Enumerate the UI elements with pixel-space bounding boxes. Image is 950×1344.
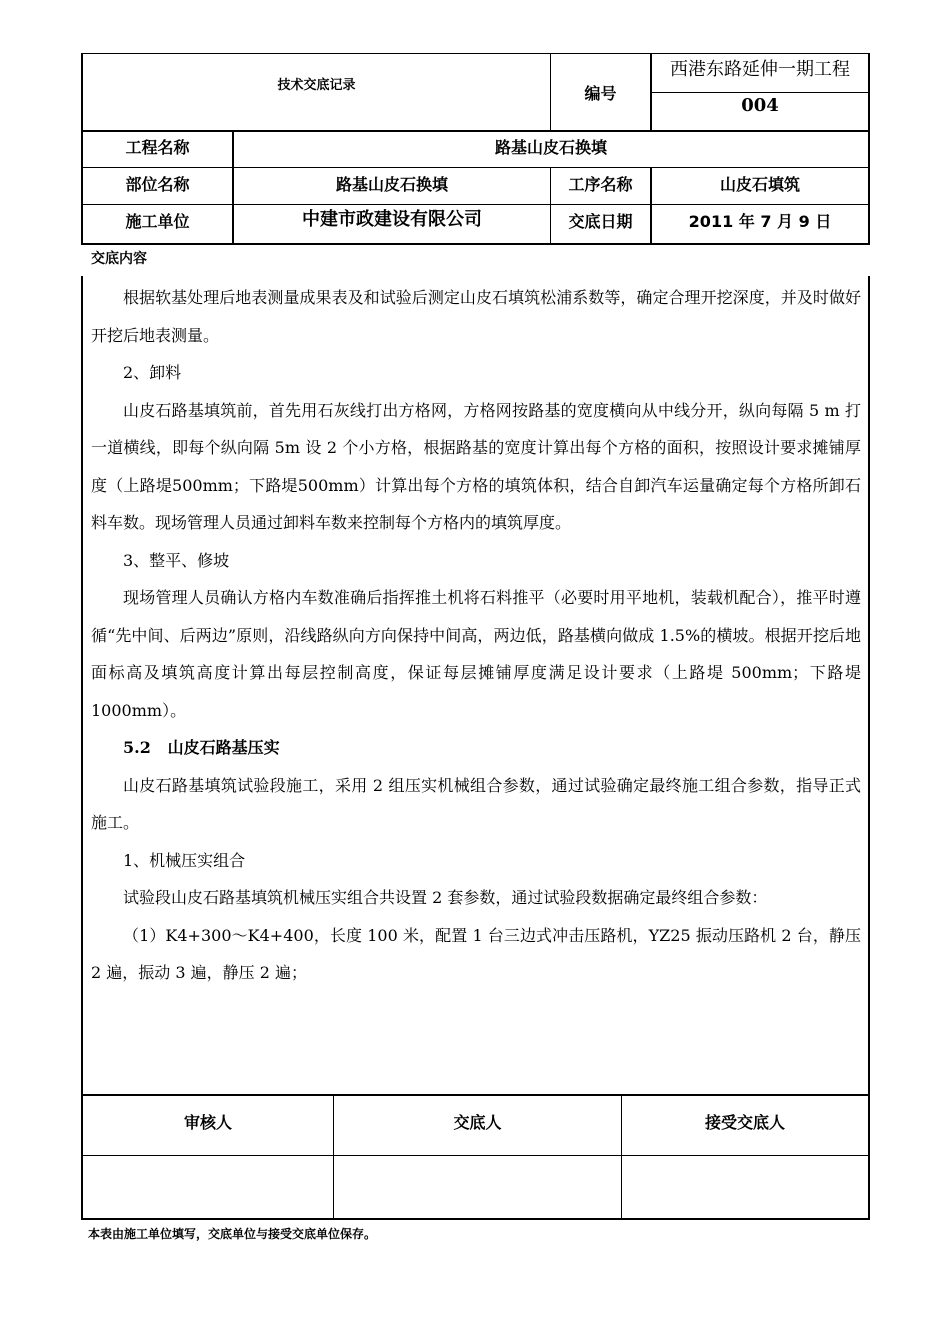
paragraph-compaction-intro: 山皮石路基填筑试验段施工，采用 2 组压实机械组合参数，通过试验确定最终施工组合参数，指导正式施工。 xyxy=(91,775,861,832)
process-value: 山皮石填筑 xyxy=(719,174,800,194)
reviewer-label: 审核人 xyxy=(183,1112,232,1132)
number-label: 编号 xyxy=(584,83,617,103)
part-value: 路基山皮石换填 xyxy=(335,174,448,194)
discloser-signature-field[interactable] xyxy=(334,1156,621,1218)
paragraph-mechanical: 试验段山皮石路基填筑机械压实组合共设置 2 套参数，通过试验段数据确定最终组合参数： xyxy=(123,888,768,907)
content-border-left xyxy=(81,276,83,1096)
sig-border-bottom xyxy=(81,1218,870,1220)
project-name-value: 路基山皮石换填 xyxy=(494,137,607,157)
receiver-signature-field[interactable] xyxy=(622,1156,868,1218)
reviewer-signature-field[interactable] xyxy=(83,1156,333,1218)
header-border-bottom xyxy=(81,243,870,245)
unit-value: 中建市政建设有限公司 xyxy=(302,209,482,230)
part-label: 部位名称 xyxy=(125,174,190,194)
heading-mechanical: 1、机械压实组合 xyxy=(123,850,246,870)
number-value: 004 xyxy=(741,94,779,116)
content-body xyxy=(91,279,861,992)
paragraph-leveling: 现场管理人员确认方格内车数准确后指挥推土机将石料推平（必要时用平地机，装载机配合），推平时遵循“先中间、后两边”原则，沿线路纵向方向保持中间高，两边低，路基横向做成 1.5%的横坡。根据开挖后地面标高及填筑高度计算出每层控制高度，保证每层摊铺厚度满足设计要求（上路堤 500mm；下路堤 1000mm）。 xyxy=(91,588,861,720)
receiver-label: 接受交底人 xyxy=(704,1112,785,1132)
content-border-right xyxy=(868,276,870,1096)
sig-border-right xyxy=(868,1094,870,1220)
footer-note: 本表由施工单位填写，交底单位与接受交底单位保存。 xyxy=(88,1227,377,1241)
heading-leveling: 3、整平、修坡 xyxy=(123,550,230,570)
paragraph-k4-300: （1）K4+300～K4+400，长度 100 米，配置 1 台三边式冲击压路机，YZ25 振动压路机 2 台，静压 2 遍，振动 3 遍，静压 2 遍； xyxy=(91,925,861,982)
date-label: 交底日期 xyxy=(568,211,633,231)
section-title: 山皮石路基压实 xyxy=(167,738,280,757)
paragraph-unloading: 山皮石路基填筑前，首先用石灰线打出方格网，方格网按路基的宽度横向从中线分开，纵向每隔 5 m 打一道横线，即每个纵向隔 5m 设 2 个小方格，根据路基的宽度计算出每个方格的面积，按照设计要求摊铺厚度（上路堤500mm；下路堤500mm）计算出每个方格的填筑体积，结合自卸汽车运量确定每个方格所卸石料车数。现场管理人员通过卸料车数来控制每个方格内的填筑厚度。 xyxy=(91,400,861,532)
process-label: 工序名称 xyxy=(568,174,633,194)
project-short-value: 西港东路延伸一期工程 xyxy=(670,59,850,80)
unit-label: 施工单位 xyxy=(125,211,190,231)
paragraph-excavation: 根据软基处理后地表测量成果表及和试验后测定山皮石填筑松浦系数等，确定合理开挖深度，并及时做好开挖后地表测量。 xyxy=(91,288,861,345)
form-title: 技术交底记录 xyxy=(277,77,356,93)
discloser-label: 交底人 xyxy=(453,1112,502,1132)
section-number: 5.2 xyxy=(123,738,151,757)
project-name-label: 工程名称 xyxy=(125,137,190,157)
section-5-2-heading xyxy=(91,729,861,767)
content-label: 交底内容 xyxy=(91,251,147,267)
date-value: 2011 年 7 月 9 日 xyxy=(688,211,832,231)
heading-unloading: 2、卸料 xyxy=(123,363,182,382)
header-border-right xyxy=(868,53,870,245)
